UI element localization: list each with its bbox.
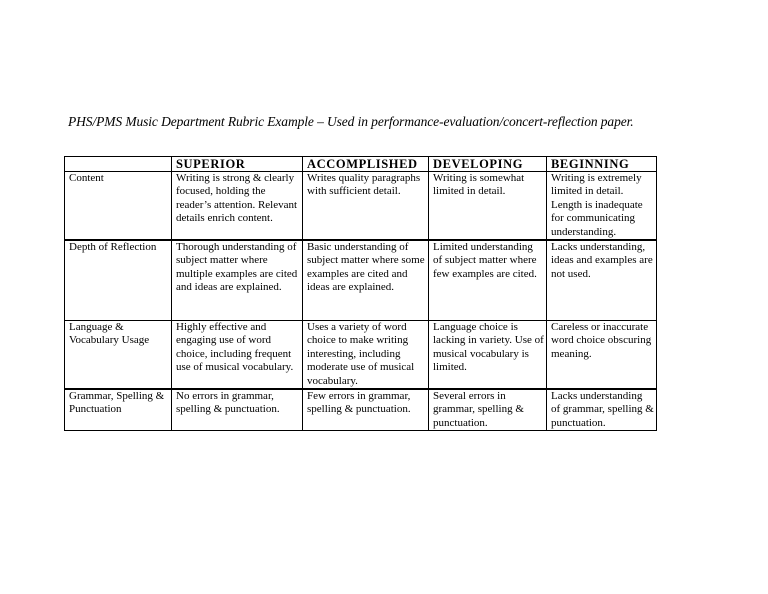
superior-cell: No errors in grammar, spelling & punctuation. xyxy=(172,389,303,431)
header-criterion xyxy=(65,157,172,172)
header-accomplished: ACCOMPLISHED xyxy=(303,157,429,172)
accomplished-cell: Writes quality paragraphs with sufficient detail. xyxy=(303,172,429,241)
header-superior: SUPERIOR xyxy=(172,157,303,172)
rubric-table xyxy=(64,156,657,431)
developing-cell: Writing is somewhat limited in detail. xyxy=(429,172,547,241)
criterion-cell: Depth of Reflection xyxy=(65,240,172,321)
header-row xyxy=(65,157,657,172)
table-row xyxy=(65,172,657,241)
superior-cell: Thorough understanding of subject matter where multiple examples are cited and ideas are explained. xyxy=(172,240,303,321)
superior-cell: Highly effective and engaging use of word choice, including frequent use of musical vocabulary. xyxy=(172,321,303,390)
table-row xyxy=(65,321,657,390)
header-developing: DEVELOPING xyxy=(429,157,547,172)
header-beginning: BEGINNING xyxy=(547,157,657,172)
accomplished-cell: Uses a variety of word choice to make writing interesting, including moderate use of musical vocabulary. xyxy=(303,321,429,390)
accomplished-cell: Few errors in grammar, spelling & punctuation. xyxy=(303,389,429,431)
beginning-cell: Lacks understanding of grammar, spelling & punctuation. xyxy=(547,389,657,431)
document-title: PHS/PMS Music Department Rubric Example – Used in performance-evaluation/concert-reflection paper. xyxy=(68,114,634,129)
criterion-cell: Content xyxy=(65,172,172,241)
developing-cell: Several errors in grammar, spelling & punctuation. xyxy=(429,389,547,431)
table-row xyxy=(65,389,657,431)
criterion-cell: Language & Vocabulary Usage xyxy=(65,321,172,390)
beginning-cell: Lacks understanding, ideas and examples are not used. xyxy=(547,240,657,321)
developing-cell: Language choice is lacking in variety. Use of musical vocabulary is limited. xyxy=(429,321,547,390)
criterion-cell: Grammar, Spelling & Punctuation xyxy=(65,389,172,431)
accomplished-cell: Basic understanding of subject matter where some examples are cited and ideas are explained. xyxy=(303,240,429,321)
table-row xyxy=(65,240,657,321)
superior-cell: Writing is strong & clearly focused, holding the reader’s attention. Relevant details enrich content. xyxy=(172,172,303,241)
developing-cell: Limited understanding of subject matter where few examples are cited. xyxy=(429,240,547,321)
beginning-cell: Careless or inaccurate word choice obscuring meaning. xyxy=(547,321,657,390)
beginning-cell: Writing is extremely limited in detail. Length is inadequate for communicating understanding. xyxy=(547,172,657,241)
